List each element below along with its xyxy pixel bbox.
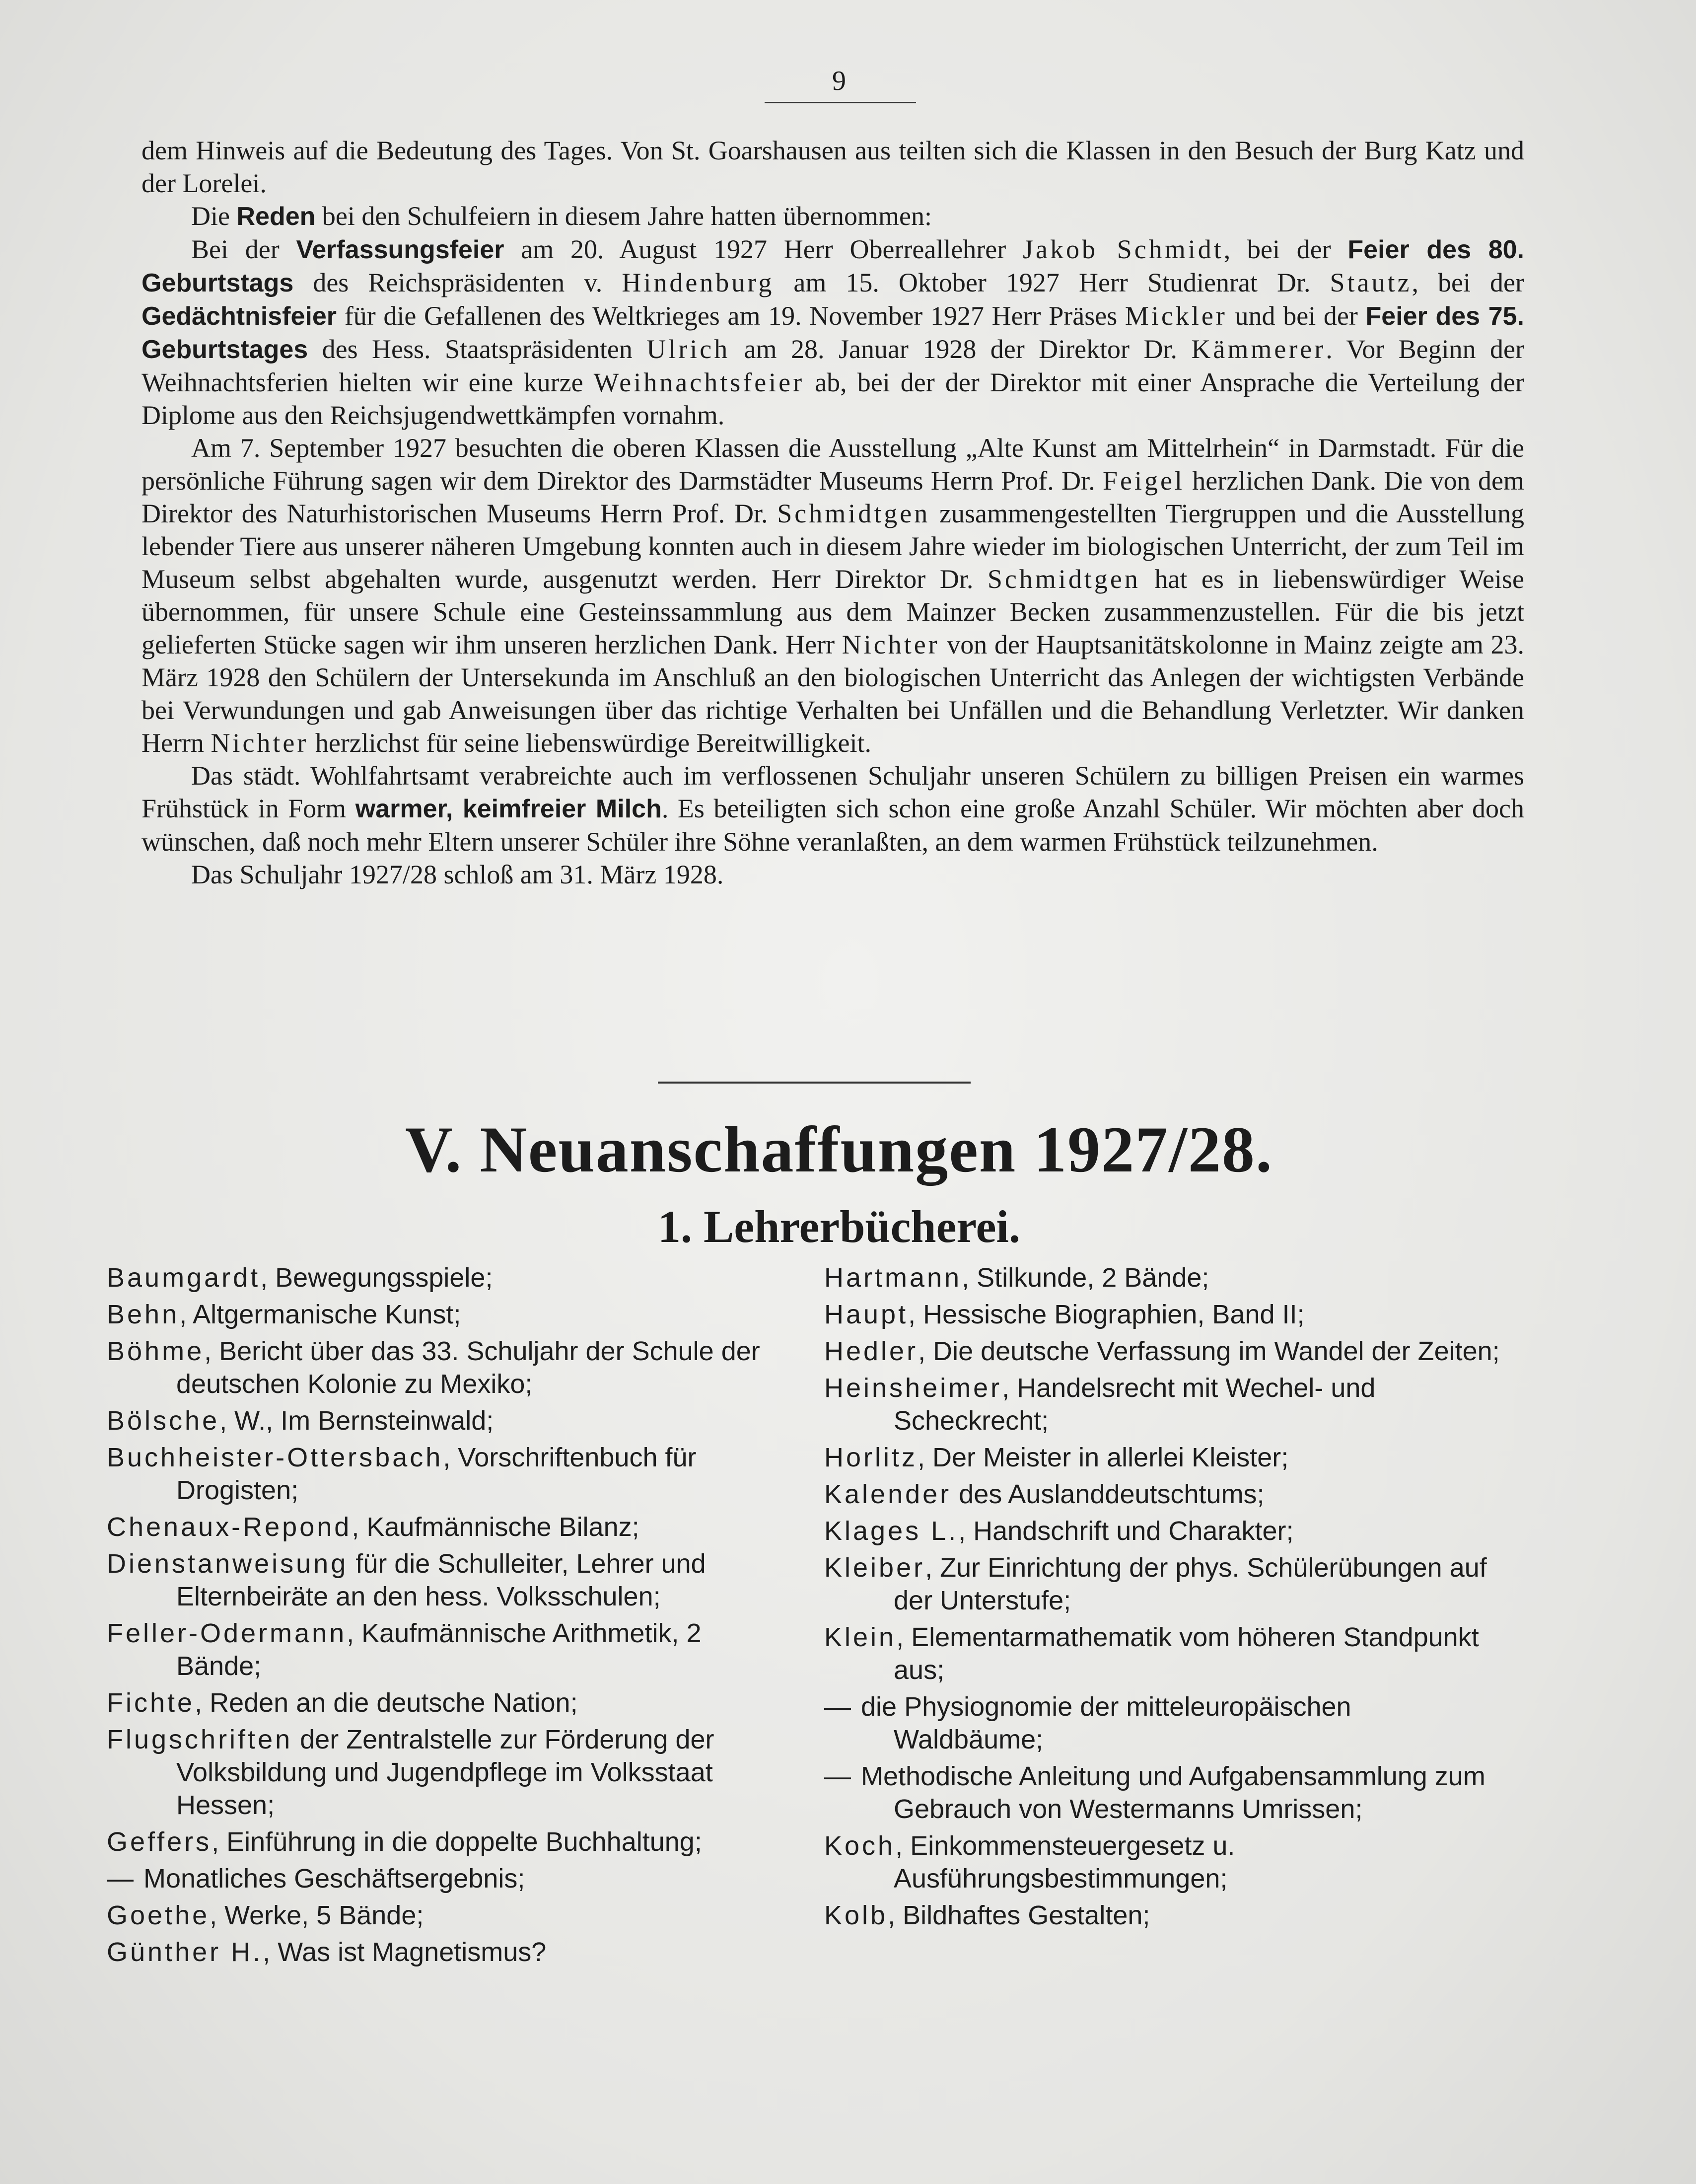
book-title: , Die deutsche Verfassung im Wandel der Zeiten; (918, 1336, 1500, 1366)
list-item (107, 1862, 789, 1895)
book-title: der Zentralstelle zur Förderung der Volksbildung und Jugendpflege im Volksstaat Hessen; (176, 1725, 714, 1820)
book-title: , Bewegungsspiele; (260, 1263, 493, 1293)
book-title: , Vorschriftenbuch für Drogisten; (176, 1443, 697, 1505)
author: Fichte (107, 1688, 195, 1718)
list-item (824, 1298, 1504, 1331)
text: für die Gefallenen des Weltkrieges am 19. November 1927 Herr Präses (337, 301, 1125, 331)
text: herzlichst für seine liebenswürdige Bereitwilligkeit. (308, 728, 872, 758)
book-title: , Kaufmännische Bilanz; (352, 1512, 639, 1542)
author: Kalender (824, 1479, 952, 1509)
author: Buchheister-Ottersbach (107, 1443, 443, 1472)
person-name: Feigel (1102, 466, 1185, 496)
book-title: , Altgermanische Kunst; (179, 1300, 461, 1329)
book-title: , Kaufmännische Arithmetik, 2 Bände; (176, 1618, 702, 1681)
emphasis: warmer, keimfreier Milch (355, 795, 662, 823)
book-list-left (107, 1261, 789, 1972)
list-item (824, 1478, 1504, 1511)
list-item (824, 1551, 1504, 1617)
page-number: 9 (832, 66, 846, 96)
emphasis: Feier des 75. Geburtstages (141, 302, 1524, 364)
person-name: Kämmerer (1191, 334, 1326, 364)
list-item (824, 1899, 1504, 1932)
author: Horlitz (824, 1443, 918, 1472)
text: bei den Schulfeiern in diesem Jahre hatten übernommen: (315, 201, 932, 231)
book-title: , Hessische Biographien, Band II; (908, 1300, 1305, 1329)
book-title: , Handschrift und Charakter; (958, 1516, 1294, 1546)
person-name: Nichter (211, 728, 309, 758)
person-name: Schmidtgen (777, 499, 930, 528)
author: Hedler (824, 1336, 919, 1366)
author: Geffers (107, 1827, 212, 1857)
list-item (824, 1515, 1504, 1547)
author: Behn (107, 1300, 180, 1329)
list-item (824, 1261, 1504, 1294)
author: Goethe (107, 1900, 210, 1930)
text: am 20. August 1927 Herr Oberreallehrer (504, 234, 1023, 264)
paragraph-4 (141, 432, 1524, 759)
list-item (824, 1690, 1504, 1756)
book-title: , Zur Einrichtung der phys. Schülerübungen auf der Unterstufe; (894, 1553, 1487, 1615)
book-title: , Einführung in die doppelte Buchhaltung; (212, 1827, 702, 1857)
list-item (107, 1547, 789, 1613)
list-item (107, 1617, 789, 1682)
text: hat es in liebenswürdiger Weise übernommen, für unsere Schule eine Gesteinssammlung aus dem Mainzer Becken zusammenzustellen. Für die bis jetzt gelieferten Stücke sagen wir ihm unseren herzlichen Dank. Herr (141, 564, 1525, 659)
book-title: die Physiognomie der mitteleuropäischen Waldbäume; (853, 1692, 1351, 1754)
list-item (107, 1441, 789, 1507)
list-item (107, 1404, 789, 1437)
text: ab, bei der der Direktor mit einer Ansprache die Verteilung der Diplome aus den Reichsjugendwettkämpfen vornahm. (141, 367, 1524, 430)
author: — (107, 1864, 136, 1893)
person-name: Mickler (1125, 301, 1227, 331)
book-title: Monatliches Geschäftsergebnis; (136, 1864, 525, 1893)
book-title: , Handelsrecht mit Wechel- und Scheckrecht; (894, 1373, 1376, 1436)
list-item (107, 1298, 789, 1331)
author: Bölsche (107, 1406, 220, 1436)
text: . Vor Beginn der Weihnachtsferien hielten wir eine kurze (141, 334, 1525, 397)
author: Dienstanweisung (107, 1549, 349, 1579)
list-item (107, 1899, 789, 1932)
text: des Hess. Staatspräsidenten (308, 334, 647, 364)
list-item (824, 1760, 1504, 1825)
text: und bei der (1227, 301, 1366, 331)
book-title: des Auslanddeutschtums; (951, 1479, 1265, 1509)
author: Baumgardt (107, 1263, 261, 1293)
author: Hartmann (824, 1263, 962, 1293)
report-body (141, 134, 1524, 891)
paragraph-6: Das Schuljahr 1927/28 schloß am 31. März 1928. (191, 860, 724, 889)
author: — (824, 1692, 853, 1722)
author: Feller-Odermann (107, 1618, 347, 1648)
book-title: , Werke, 5 Bände; (210, 1900, 424, 1930)
person-name: Hindenburg (622, 268, 775, 297)
emphasis: Gedächtnisfeier (141, 302, 337, 331)
author: Günther H. (107, 1937, 263, 1967)
author: Flugschriften (107, 1725, 293, 1754)
book-title: , Reden an die deutsche Nation; (195, 1688, 578, 1718)
author: Koch (824, 1831, 896, 1861)
author: Haupt (824, 1300, 909, 1329)
book-title: , Bericht über das 33. Schuljahr der Schule der deutschen Kolonie zu Mexiko; (176, 1336, 760, 1399)
paragraph-5 (141, 759, 1524, 858)
text: am 15. Oktober 1927 Herr Studienrat Dr. (774, 268, 1330, 297)
person-name: Jakob Schmidt (1023, 234, 1224, 264)
person-name: Nichter (842, 630, 940, 659)
book-title: , Elementarmathematik vom höheren Standpunkt aus; (894, 1622, 1479, 1685)
book-list-right (824, 1261, 1504, 1936)
book-title: , Bildhaftes Gestalten; (888, 1900, 1150, 1930)
list-item (107, 1825, 789, 1858)
emphasis: Feier des 80. Geburtstags (141, 235, 1524, 297)
book-title: , Der Meister in allerlei Kleister; (918, 1443, 1289, 1472)
text: Die (191, 201, 237, 231)
list-item (824, 1335, 1504, 1368)
person-name: Stautz (1330, 268, 1412, 297)
section-divider (658, 1082, 971, 1084)
text: herzlichen Dank. Die von dem Direktor des Naturhistorischen Museums Herrn Prof. Dr. (141, 466, 1524, 528)
author: Kleiber (824, 1553, 925, 1583)
book-title: , Was ist Magnetismus? (263, 1937, 547, 1967)
list-item (107, 1511, 789, 1543)
list-item (824, 1621, 1504, 1686)
author: Klein (824, 1622, 897, 1652)
person-name: Ulrich (646, 334, 730, 364)
text: , bei der (1223, 234, 1348, 264)
author: Chenaux-Repond (107, 1512, 352, 1542)
emphasis: Verfassungsfeier (296, 235, 504, 264)
emphasis: Reden (236, 202, 316, 231)
subsection-title: 1. Lehrerbücherei. (658, 1201, 1020, 1252)
list-item (107, 1261, 789, 1294)
author: Kolb (824, 1900, 888, 1930)
text: Das städt. Wohlfahrtsamt verabreichte auch im verflossenen Schuljahr unseren Schülern zu billigen Preisen ein warmes Frühstück in Form (141, 761, 1524, 823)
text: zusammengestellten Tiergruppen und die Ausstellung lebender Tiere aus unserer näheren Umgebung konnten auch in diesem Jahre wieder im biologischen Unterricht, der zum Teil im Museum selbst abgehalten wurde, ausgenutzt werden. Herr Direktor Dr. (141, 499, 1525, 594)
list-item (107, 1686, 789, 1719)
list-item (824, 1441, 1504, 1474)
book-title: Methodische Anleitung und Aufgabensammlung zum Gebrauch von Westermanns Umrissen; (853, 1761, 1485, 1824)
page-number-rule (765, 102, 916, 103)
book-title: , Stilkunde, 2 Bände; (962, 1263, 1209, 1293)
text: . Es beteiligten sich schon eine große Anzahl Schüler. Wir möchten aber doch wünschen, daß noch mehr Eltern unserer Schüler ihre Söhne veranlaßten, an dem warmen Frühstück teilzunehmen. (141, 794, 1524, 857)
author: Klages L. (824, 1516, 959, 1546)
text: , bei der (1412, 268, 1525, 297)
paragraph-1: dem Hinweis auf die Bedeutung des Tages. Von St. Goarshausen aus teilten sich die Klassen in den Besuch der Burg Katz und der Lorelei. (141, 136, 1524, 198)
list-item (107, 1723, 789, 1821)
paragraph-2 (141, 200, 1524, 233)
text: von der Hauptsanitätskolonne in Mainz zeigte am 23. März 1928 den Schülern der Untersekunda im Anschluß an den biologischen Unterricht das Anlegen der wichtigsten Verbände bei Verwundungen und gab Anweisungen über das richtige Verhalten bei Unfällen und die Behandlung Verletzter. Wir danken Herrn (141, 630, 1524, 758)
list-item (107, 1936, 789, 1968)
text: Am 7. September 1927 besuchten die oberen Klassen die Ausstellung „Alte Kunst am Mittelrhein“ in Darmstadt. Für die persönliche Führung sagen wir dem Direktor des Darmstädter Museums Herrn Prof. Dr. (141, 433, 1524, 496)
book-title: , Einkommensteuergesetz u. Ausführungsbestimmungen; (894, 1831, 1235, 1893)
text: am 28. Januar 1928 der Direktor Dr. (730, 334, 1192, 364)
author: — (824, 1761, 853, 1791)
book-title: für die Schulleiter, Lehrer und Elternbeiräte an den hess. Volksschulen; (176, 1549, 706, 1611)
text: Bei der (191, 234, 296, 264)
person-name: Schmidtgen (987, 564, 1140, 594)
list-item (824, 1372, 1504, 1437)
author: Heinsheimer (824, 1373, 1002, 1403)
list-item (824, 1829, 1504, 1895)
paragraph-3 (141, 233, 1524, 432)
emphasis-spaced: Weihnachtsfeier (593, 367, 805, 397)
book-title: , W., Im Bernsteinwald; (219, 1406, 494, 1436)
section-title: V. Neuanschaffungen 1927/28. (405, 1113, 1273, 1186)
text: des Reichspräsidenten v. (293, 268, 622, 297)
author: Böhme (107, 1336, 205, 1366)
list-item (107, 1335, 789, 1400)
